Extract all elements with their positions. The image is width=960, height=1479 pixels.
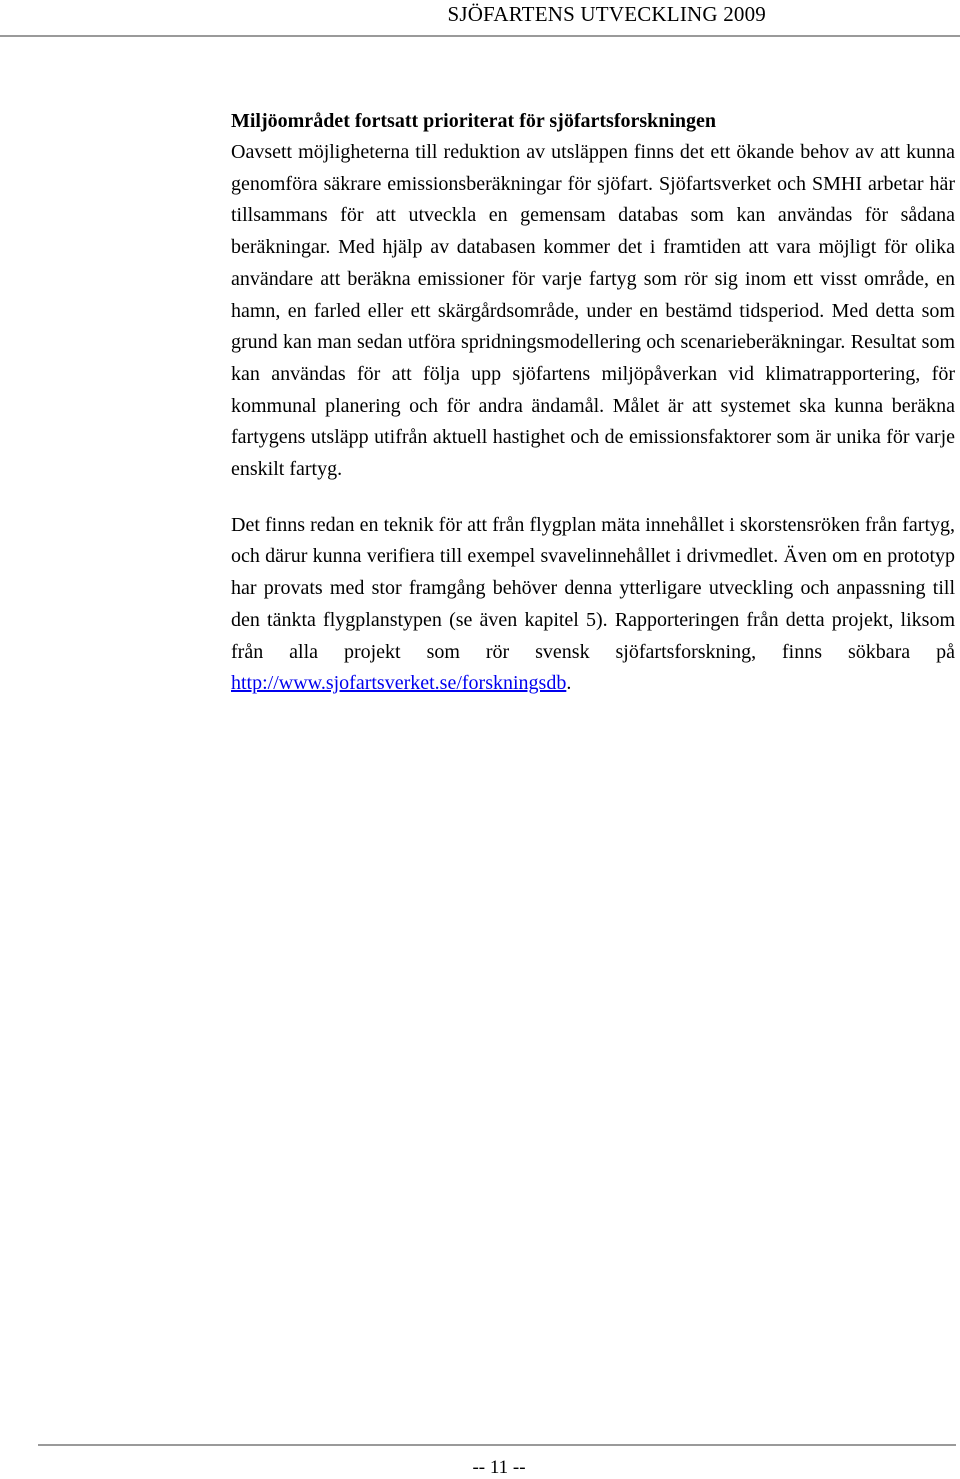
running-header: SJÖFARTENS UTVECKLING 2009 [447, 2, 766, 26]
paragraph-aerial-measurement-text: Det finns redan en teknik för att från flygplan mäta innehållet i skorstensröken från fartyg, och därur kunna verifiera till exempel svavelinnehållet i drivmedlet. Även om en prototyp har provats med stor framgång behöver denna ytterligare utveckling och anpassning till den tänkta flygplanstypen (se även kapitel 5). Rapporteringen från detta projekt, liksom från alla projekt som rör svensk sjöfartsforskning, finns sökbara på [231, 513, 955, 663]
paragraph-end-punctuation: . [566, 672, 572, 695]
paragraph-aerial-measurement [231, 510, 955, 700]
page-number: -- 11 -- [472, 1457, 526, 1478]
research-database-link[interactable]: http://www.sjofartsverket.se/forskningsdb [231, 672, 567, 695]
paragraph-emissions-database: Oavsett möjligheterna till reduktion av utsläppen finns det ett ökande behov av att kunna genomföra säkrare emissionsberäkningar för sjöfart. Sjöfartsverket och SMHI arbetar här tillsammans för att utveckla en gemensam databas som kan användas för sådana beräkningar. Med hjälp av databasen kommer det i framtiden att vara möjligt för olika användare att beräkna emissioner för varje fartyg som rör sig inom ett visst område, en hamn, en farled eller ett skärgårdsområde, under en bestämd tidsperiod. Med detta som grund kan man sedan utföra spridningsmodellering och scenarieberäkningar. Resultat som kan användas för att följa upp sjöfartens miljöpåverkan vid klimatrapportering, för kommunal planering och för andra ändamål. Målet är att systemet ska kunna beräkna fartygens utsläpp utifrån aktuell hastighet och de emissionsfaktorer som är unika för varje enskilt fartyg. [231, 141, 955, 481]
section-heading: Miljöområdet fortsatt prioriterat för sjöfartsforskningen [231, 110, 717, 132]
footer-rule [38, 1444, 956, 1446]
page-content [231, 106, 955, 700]
header-rule [0, 35, 960, 37]
